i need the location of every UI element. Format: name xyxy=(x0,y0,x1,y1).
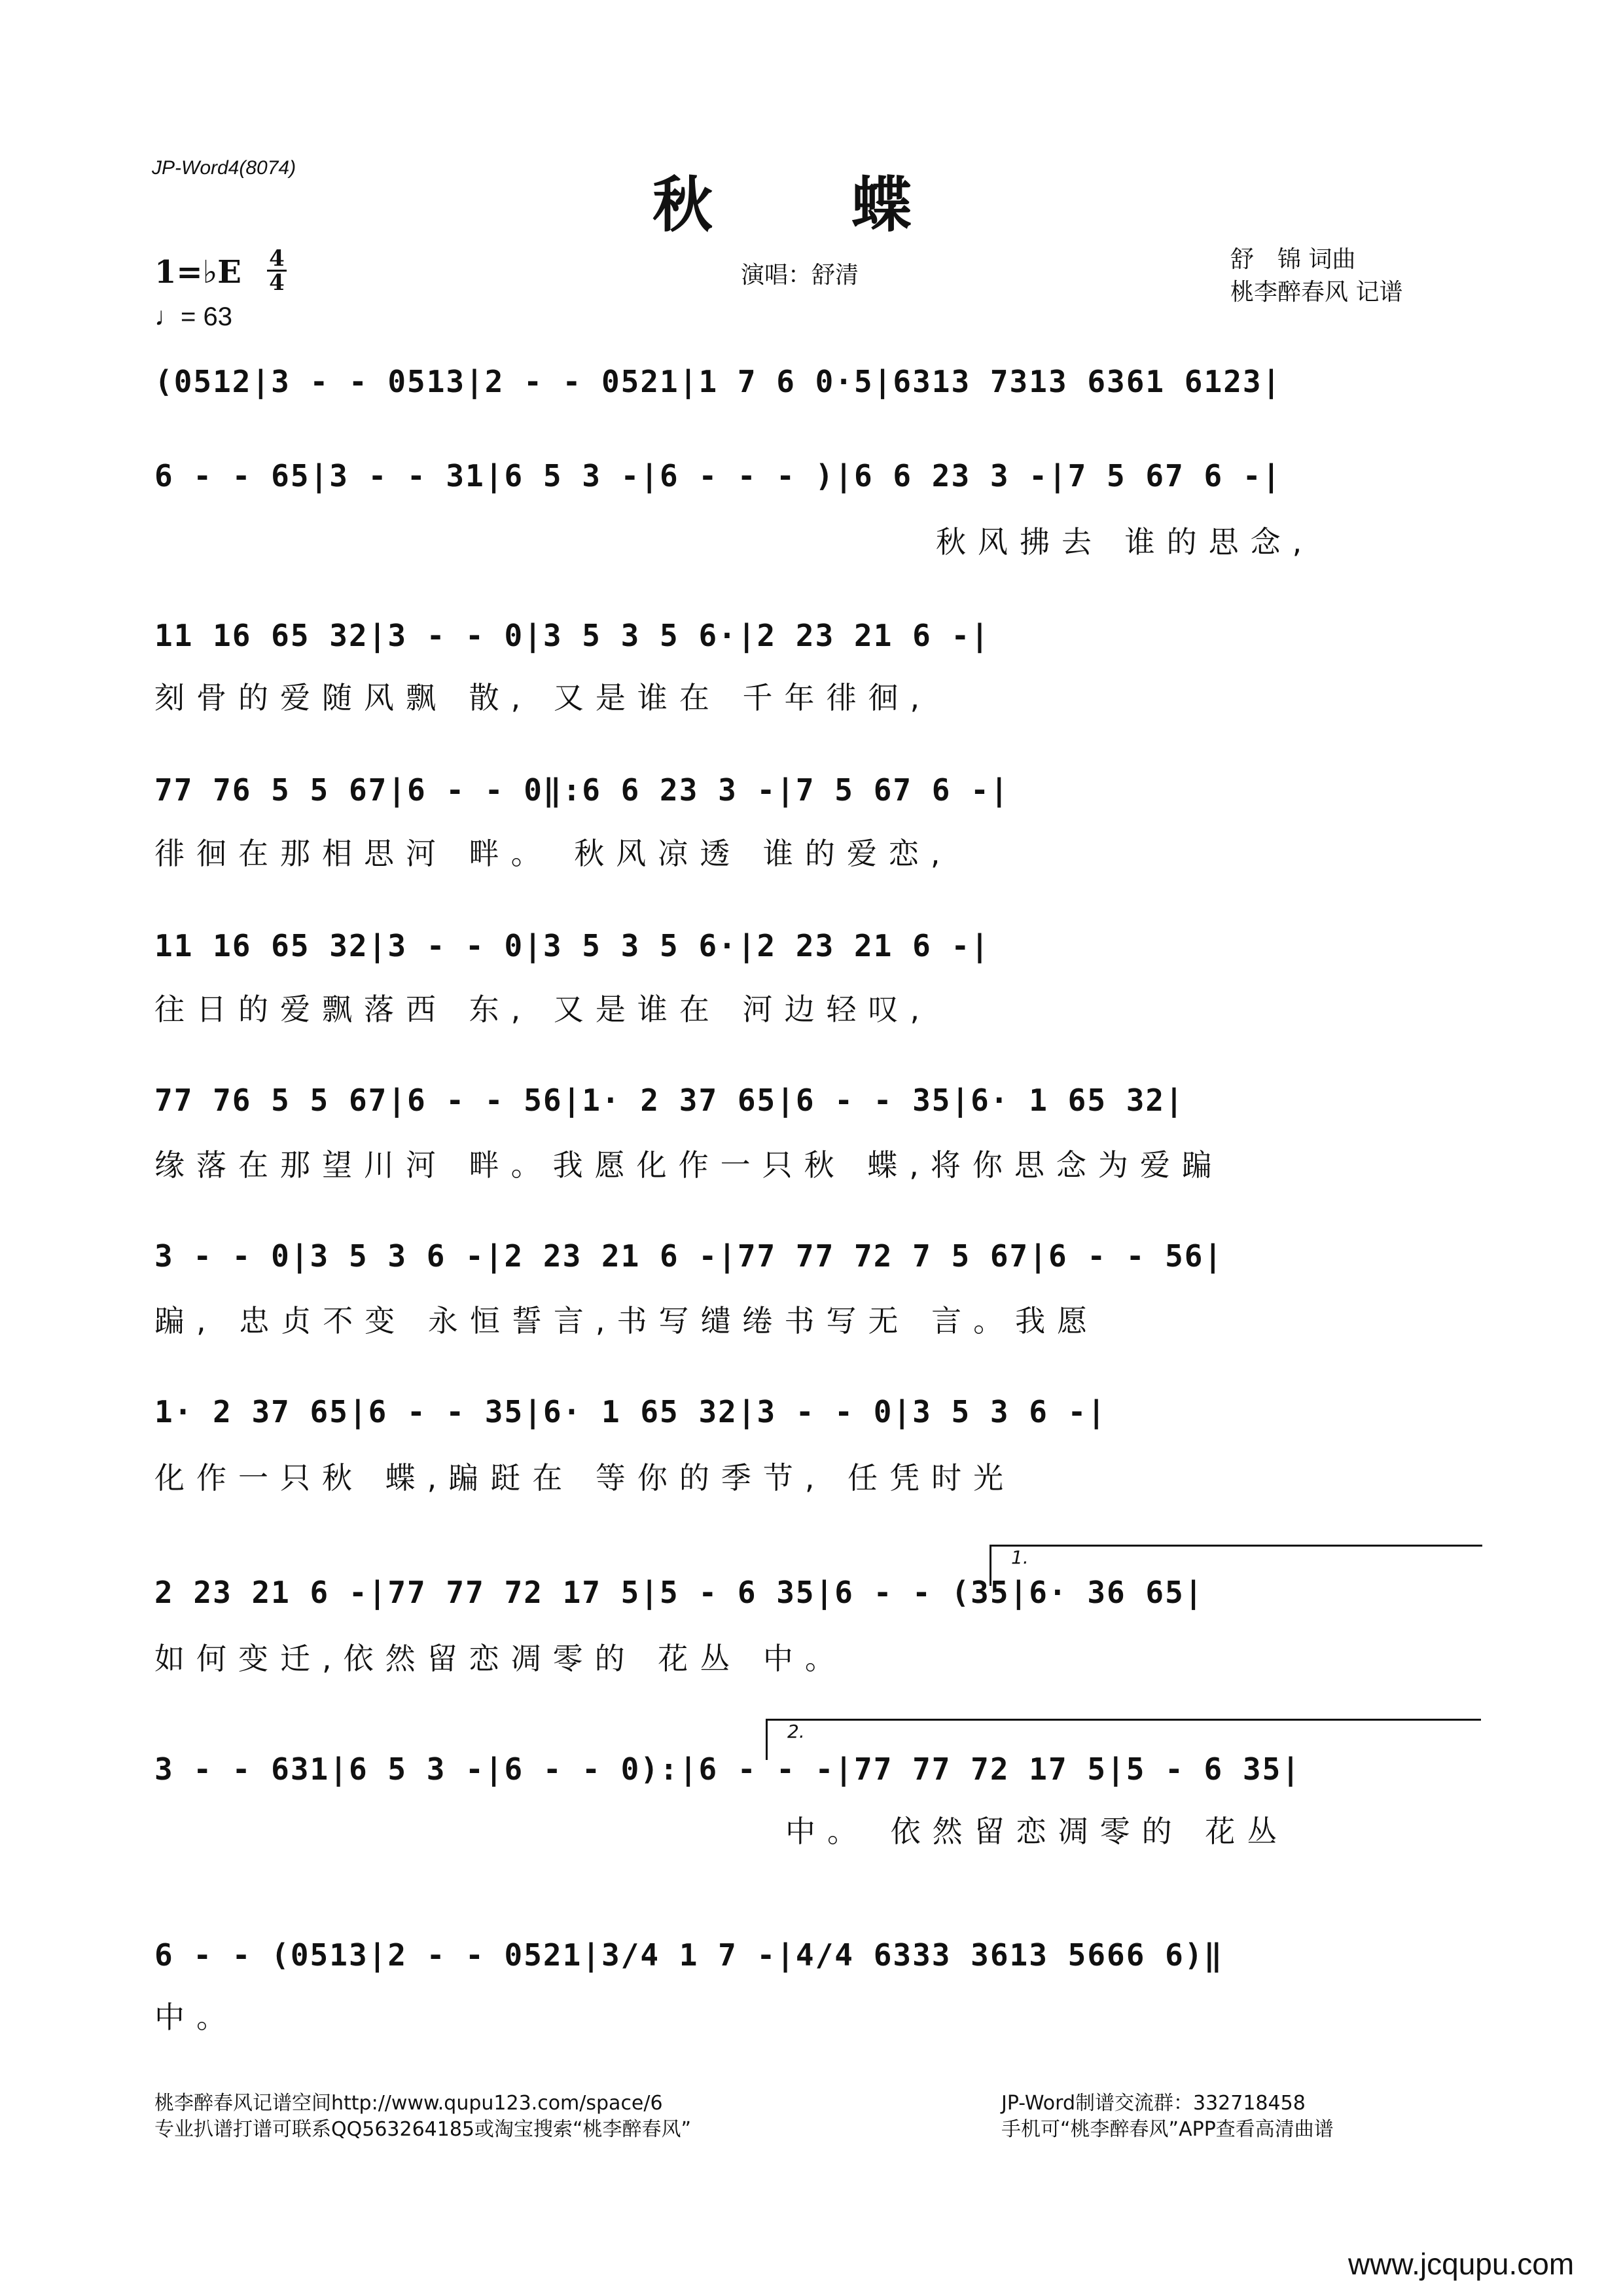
score-row-7: 3 - - 0|3 5 3 6 -|2 23 21 6 -|77 77 72 7 5 67|6 - - 56| xyxy=(154,1238,1224,1274)
key-signature: 1=♭E xyxy=(154,254,241,291)
lyric-row-7: 蹁, 忠贞不变 永恒誓言,书写缱绻书写无 言。我愿 xyxy=(154,1303,1099,1338)
score-row-10: 3 - - 631|6 5 3 -|6 - - 0):|6 - - -|77 77 72 17 5|5 - 6 35| xyxy=(154,1751,1301,1787)
site-watermark: www.jcqupu.com xyxy=(1348,2247,1575,2281)
score-row-5: 11 16 65 32|3 - - 0|3 5 3 5 6·|2 23 21 6 -| xyxy=(154,928,990,963)
score-row-9: 2 23 21 6 -|77 77 72 17 5|5 - 6 35|6 - - (35|6· 36 65| xyxy=(154,1575,1204,1610)
score-row-2: 6 - - 65|3 - - 31|6 5 3 -|6 - - - )|6 6 23 3 -|7 5 67 6 -| xyxy=(154,458,1282,493)
time-signature-bottom: 4 xyxy=(269,270,285,296)
footer-right-line-2: 手机可“桃李醉春风”APP查看高清曲谱 xyxy=(1001,2118,1334,2141)
lyric-row-5: 往日的爱飘落西 东, 又是谁在 河边轻叹, xyxy=(154,992,932,1027)
lyric-row-9: 如何变迁,依然留恋凋零的 花丛 中。 xyxy=(154,1641,847,1676)
score-row-1: (0512|3 - - 0513|2 - - 0521|1 7 6 0·5|6313 7313 6361 6123| xyxy=(154,364,1282,399)
tempo-marking: ♩= 63 xyxy=(154,302,232,331)
lyric-row-3: 刻骨的爱随风飘 散, 又是谁在 千年徘徊, xyxy=(154,680,932,715)
lyric-row-6: 缘落在那望川河 畔。我愿化作一只秋 蝶,将你思念为爱蹁 xyxy=(154,1147,1224,1183)
footer-right-line-1: JP-Word制谱交流群：332718458 xyxy=(1001,2092,1306,2115)
lyric-row-4: 徘徊在那相思河 畔。 秋风凉透 谁的爱恋, xyxy=(154,836,952,871)
composer-credit: 舒 锦 词曲 xyxy=(1230,246,1356,273)
volta-second-ending: 2. xyxy=(766,1719,1481,1760)
score-row-3: 11 16 65 32|3 - - 0|3 5 3 5 6·|2 23 21 6 -| xyxy=(154,618,990,653)
footer-left-line-2: 专业扒谱打谱可联系QQ563264185或淘宝搜索“桃李醉春风” xyxy=(154,2118,692,2141)
song-title: 秋 蝶 xyxy=(652,170,971,240)
time-signature-top: 4 xyxy=(269,245,285,272)
score-row-4: 77 76 5 5 67|6 - - 0‖:6 6 23 3 -|7 5 67 6 -| xyxy=(154,772,1010,808)
volta-first-ending: 1. xyxy=(990,1545,1482,1586)
lyric-row-2: 秋风拂去 谁的思念, xyxy=(936,524,1314,560)
lyric-row-8: 化作一只秋 蝶,蹁跹在 等你的季节, 任凭时光 xyxy=(154,1460,1016,1496)
score-row-6: 77 76 5 5 67|6 - - 56|1· 2 37 65|6 - - 35|6· 1 65 32| xyxy=(154,1083,1185,1118)
score-row-11: 6 - - (0513|2 - - 0521|3/4 1 7 -|4/4 6333 3613 5666 6)‖ xyxy=(154,1937,1224,1973)
lyric-row-10: 中。 依然留恋凋零的 花丛 xyxy=(785,1814,1289,1849)
software-label: JP-Word4(8074) xyxy=(152,157,296,179)
footer-left-line-1: 桃李醉春风记谱空间http://www.qupu123.com/space/6 xyxy=(154,2092,663,2115)
singer-credit: 演唱：舒清 xyxy=(741,262,859,289)
transcriber-credit: 桃李醉春风 记谱 xyxy=(1230,279,1403,306)
time-signature xyxy=(267,247,287,294)
score-row-8: 1· 2 37 65|6 - - 35|6· 1 65 32|3 - - 0|3 5 3 6 -| xyxy=(154,1394,1107,1429)
lyric-row-11: 中。 xyxy=(154,2000,238,2035)
